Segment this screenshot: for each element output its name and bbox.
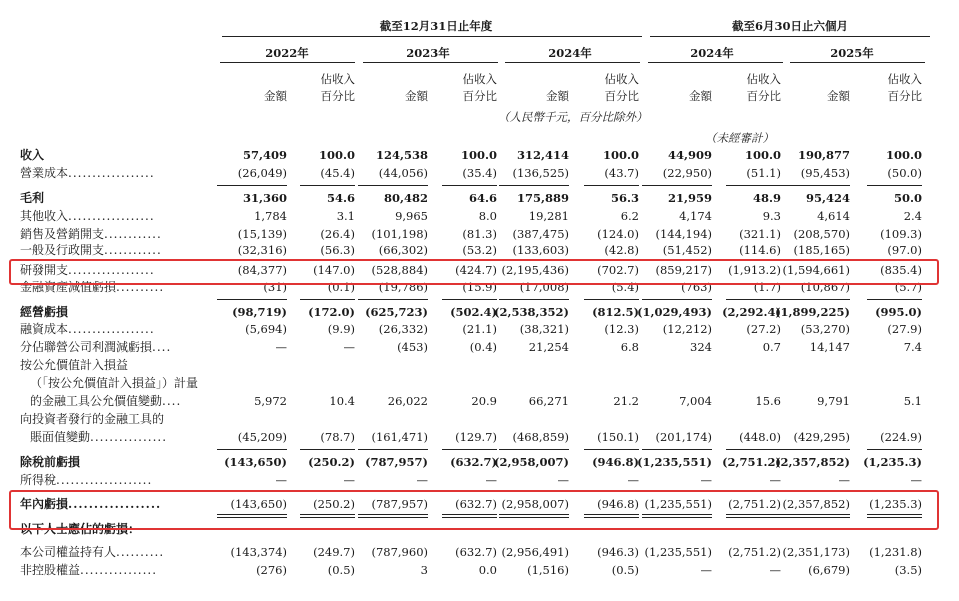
total-rule [780, 449, 850, 450]
year-end-group-header: 截至12月31日止年度 [379, 19, 493, 33]
year-header: 2025年 [830, 46, 874, 60]
total-rule [499, 185, 569, 186]
amount-cell: (161,471) [371, 430, 428, 444]
pct-cell: (45.4) [320, 166, 355, 180]
pct-cell: (5.7) [894, 280, 922, 294]
pct-cell: (250.2) [308, 455, 355, 469]
pct-cell: (2,751.2) [728, 497, 781, 511]
pct-cell: (632.7) [450, 455, 497, 469]
pct-cell: (15.9) [462, 280, 497, 294]
pct-cell: (43.7) [604, 166, 639, 180]
amount-cell: 175,889 [516, 191, 569, 205]
pct-cell: 5.1 [903, 394, 922, 408]
amount-cell: — [838, 473, 850, 487]
amount-cell: (51,452) [662, 243, 712, 257]
pct-cell: 7.4 [903, 340, 922, 354]
amount-cell: (763) [681, 280, 712, 294]
year-header-rule [220, 62, 355, 63]
row-label-text: 的金融工具公允價值變動 [30, 394, 163, 408]
amount-cell: (6,679) [808, 563, 850, 577]
amount-cell: — [275, 340, 287, 354]
pct-cell: (224.9) [880, 430, 922, 444]
amount-cell: 5,972 [254, 394, 287, 408]
total-rule [867, 449, 922, 450]
pct-cell: 48.9 [752, 191, 781, 205]
pct-cell: 100.0 [744, 148, 781, 162]
pct-cell: (129.7) [455, 430, 497, 444]
amount-cell: (201,174) [655, 430, 712, 444]
row-label [20, 340, 171, 354]
amount-cell: (53,270) [800, 322, 850, 336]
amount-cell: (2,351,173) [782, 545, 850, 559]
amount-cell: 57,409 [242, 148, 287, 162]
total-rule [499, 449, 569, 450]
row-label-text: 研發開支 [20, 263, 69, 277]
row-label-text: 金融資產減值虧損 [20, 280, 117, 294]
amount-cell: (2,357,852) [775, 455, 850, 469]
row-label [20, 209, 155, 223]
leader-dots: .................. [68, 209, 155, 223]
amount-cell: 66,271 [528, 394, 569, 408]
total-rule [442, 185, 497, 186]
amount-cell: (95,453) [800, 166, 850, 180]
amount-cell: (38,321) [519, 322, 569, 336]
row-label [20, 412, 164, 426]
amount-cell: (625,723) [365, 305, 428, 319]
amount-cell: (787,957) [371, 497, 428, 511]
amount-cell: (1,235,551) [637, 455, 712, 469]
amount-cell: — [557, 473, 569, 487]
amount-cell: (26,049) [237, 166, 287, 180]
pct-cell: (0.4) [469, 340, 497, 354]
pct-col-header-line1: 佔收入 [887, 72, 922, 86]
row-label [20, 563, 157, 577]
pct-cell: (0.5) [611, 563, 639, 577]
amount-cell: 21,254 [528, 340, 569, 354]
leader-dots: .... [152, 340, 172, 354]
amount-cell: (143,374) [230, 545, 287, 559]
pct-col-header-line2: 百分比 [462, 89, 497, 103]
total-rule [584, 299, 639, 300]
pct-cell: 21.2 [613, 394, 639, 408]
pct-cell: (56.3) [320, 243, 355, 257]
total-rule [217, 185, 287, 186]
leader-dots: .... [162, 394, 182, 408]
row-label-text: 毛利 [20, 191, 45, 205]
pct-cell: — [769, 473, 781, 487]
annual-loss-highlight [9, 490, 939, 530]
leader-dots: .................. [68, 497, 162, 511]
pct-cell: (27.2) [746, 322, 781, 336]
total-rule [300, 185, 355, 186]
pct-cell: (946.8) [592, 455, 639, 469]
pct-cell: 0.0 [478, 563, 497, 577]
total-rule [442, 449, 497, 450]
total-rule [867, 299, 922, 300]
leader-dots: ................ [80, 563, 158, 577]
amount-cell: (787,957) [365, 455, 428, 469]
amount-cell: (133,603) [512, 243, 569, 257]
total-rule [726, 299, 781, 300]
pct-cell: — [343, 473, 355, 487]
pct-cell: — [769, 563, 781, 577]
pct-cell: (114.6) [739, 243, 781, 257]
row-label [20, 305, 68, 319]
pct-cell: (835.4) [880, 263, 922, 277]
pct-cell: 3.1 [336, 209, 355, 223]
row-label [20, 148, 44, 162]
amount-cell: 4,174 [679, 209, 712, 223]
amount-cell: 21,959 [667, 191, 712, 205]
amount-cell: 26,022 [387, 394, 428, 408]
amount-cell: (787,960) [371, 545, 428, 559]
amount-cell: (1,235,551) [644, 497, 712, 511]
amount-cell: (453) [397, 340, 428, 354]
pct-cell: (702.7) [597, 263, 639, 277]
pct-cell: (147.0) [313, 263, 355, 277]
row-label [20, 191, 44, 205]
pct-cell: (3.5) [894, 563, 922, 577]
total-rule [726, 185, 781, 186]
pct-cell: 20.9 [471, 394, 497, 408]
row-label-text: （「按公允價值計入損益」）計量 [30, 376, 199, 390]
row-label-text: 本公司權益持有人 [20, 545, 117, 559]
year-header: 2022年 [265, 46, 309, 60]
amount-cell: (276) [256, 563, 287, 577]
row-label-text: 向投資者發行的金融工具的 [20, 412, 165, 426]
total-rule [217, 299, 287, 300]
pct-cell: (172.0) [308, 305, 355, 319]
year-header: 2024年 [690, 46, 734, 60]
amount-cell: 4,614 [817, 209, 850, 223]
pct-cell: (26.4) [320, 227, 355, 241]
leader-dots: ............ [104, 227, 162, 241]
total-rule [642, 185, 712, 186]
pct-cell: (1,235.3) [863, 455, 922, 469]
amount-cell: (1,899,225) [775, 305, 850, 319]
pct-cell: 56.3 [610, 191, 639, 205]
row-label-text: 一般及行政開支 [20, 243, 105, 257]
pct-col-header-line1: 佔收入 [746, 72, 781, 86]
pct-cell: (42.8) [604, 243, 639, 257]
row-label [20, 473, 152, 487]
amount-col-header: 金額 [827, 89, 850, 103]
row-label-text: 年內虧損 [20, 497, 69, 511]
amount-cell: (98,719) [232, 305, 287, 319]
amount-cell: — [275, 473, 287, 487]
pct-cell: (502.4) [450, 305, 497, 319]
amount-cell: (208,570) [793, 227, 850, 241]
amount-cell: (136,525) [512, 166, 569, 180]
pct-cell: — [343, 340, 355, 354]
amount-cell: 9,791 [817, 394, 850, 408]
pct-cell: (2,292.4) [722, 305, 781, 319]
pct-cell: — [627, 473, 639, 487]
row-label-text: 銷售及營銷開支 [20, 227, 105, 241]
amount-cell: (1,516) [527, 563, 569, 577]
row-label-text: 其他收入 [20, 209, 69, 223]
pct-col-header-line2: 百分比 [746, 89, 781, 103]
year-header-rule [363, 62, 498, 63]
pct-cell: (946.8) [597, 497, 639, 511]
amount-cell: 9,965 [395, 209, 428, 223]
pct-cell: (78.7) [320, 430, 355, 444]
total-rule [300, 299, 355, 300]
row-label-text: 所得稅 [20, 473, 57, 487]
pct-cell: 2.4 [903, 209, 922, 223]
pct-cell: (9.9) [327, 322, 355, 336]
pct-cell: 100.0 [602, 148, 639, 162]
amount-cell: 7,004 [679, 394, 712, 408]
pct-cell: (2,751.2) [728, 545, 781, 559]
leader-dots: .................. [68, 263, 155, 277]
amount-cell: (10,867) [800, 280, 850, 294]
year-header-rule [505, 62, 640, 63]
pct-cell: (35.4) [462, 166, 497, 180]
pct-cell: (1,231.8) [869, 545, 922, 559]
pct-cell: (1,235.3) [869, 497, 922, 511]
total-rule [358, 299, 428, 300]
amount-cell: (2,538,352) [494, 305, 569, 319]
row-label [20, 166, 155, 180]
row-label-text: 收入 [20, 148, 45, 162]
leader-dots: .................. [68, 322, 155, 336]
total-rule [217, 449, 287, 450]
pct-col-header-line2: 百分比 [887, 89, 922, 103]
pct-col-header-line1: 佔收入 [604, 72, 639, 86]
pct-cell: 10.4 [329, 394, 355, 408]
amount-cell: (859,217) [655, 263, 712, 277]
pct-cell: (12.3) [604, 322, 639, 336]
row-label [30, 430, 167, 444]
amount-cell: 31,360 [242, 191, 287, 205]
amount-cell: (429,295) [793, 430, 850, 444]
row-label-text: 按公允價值計入損益 [20, 358, 129, 372]
pct-cell: (249.7) [313, 545, 355, 559]
amount-col-header: 金額 [546, 89, 569, 103]
pct-cell: (1.7) [753, 280, 781, 294]
total-rule [300, 449, 355, 450]
pct-cell: 0.7 [762, 340, 781, 354]
pct-cell: (321.1) [739, 227, 781, 241]
total-rule [442, 299, 497, 300]
pct-cell: (946.3) [597, 545, 639, 559]
pct-cell: (812.5) [592, 305, 639, 319]
amount-cell: (26,332) [378, 322, 428, 336]
amount-cell: (22,950) [662, 166, 712, 180]
amount-cell: 95,424 [805, 191, 850, 205]
amount-cell: (2,956,491) [501, 545, 569, 559]
row-label-text: 經營虧損 [20, 305, 69, 319]
pct-cell: 8.0 [478, 209, 497, 223]
row-label [20, 243, 162, 257]
pct-cell: (632.7) [455, 545, 497, 559]
leader-dots: .......... [116, 545, 165, 559]
amount-cell: (44,056) [378, 166, 428, 180]
row-label-text: 分佔聯營公司利潤減虧損 [20, 340, 153, 354]
amount-cell: (1,594,661) [782, 263, 850, 277]
pct-cell: (632.7) [455, 497, 497, 511]
year-header-rule [648, 62, 783, 63]
pct-cell: 100.0 [318, 148, 355, 162]
row-label [30, 394, 181, 408]
total-rule [642, 299, 712, 300]
amount-col-header: 金額 [264, 89, 287, 103]
amount-cell: — [700, 563, 712, 577]
leader-dots: ............ [104, 243, 162, 257]
amount-cell: — [416, 473, 428, 487]
amount-cell: 14,147 [809, 340, 850, 354]
pct-cell: — [485, 473, 497, 487]
row-label [20, 322, 155, 336]
amount-cell: (2,958,007) [494, 455, 569, 469]
amount-cell: (17,008) [519, 280, 569, 294]
pct-cell: 100.0 [460, 148, 497, 162]
amount-cell: 80,482 [383, 191, 428, 205]
amount-cell: (528,884) [371, 263, 428, 277]
pct-col-header-line1: 佔收入 [320, 72, 355, 86]
row-label-text: 除稅前虧損 [20, 455, 81, 469]
pct-cell: 100.0 [885, 148, 922, 162]
leader-dots: .......... [116, 280, 165, 294]
pct-cell: (424.7) [455, 263, 497, 277]
six-month-group-header: 截至6月30日止六個月 [731, 19, 848, 33]
pct-cell: (5.4) [611, 280, 639, 294]
total-rule [499, 299, 569, 300]
pct-cell: (250.2) [313, 497, 355, 511]
amount-cell: (2,357,852) [782, 497, 850, 511]
amount-cell: (387,475) [512, 227, 569, 241]
pct-cell: 6.8 [620, 340, 639, 354]
year-header-rule [790, 62, 925, 63]
total-rule [358, 185, 428, 186]
pct-cell: (124.0) [597, 227, 639, 241]
row-label-text: 非控股權益 [20, 563, 81, 577]
pct-cell: (0.5) [327, 563, 355, 577]
amount-col-header: 金額 [405, 89, 428, 103]
pct-cell: (109.3) [880, 227, 922, 241]
amount-cell: 19,281 [528, 209, 569, 223]
pct-cell: (448.0) [739, 430, 781, 444]
row-label [20, 455, 80, 469]
amount-cell: (143,650) [224, 455, 287, 469]
amount-cell: (45,209) [237, 430, 287, 444]
year-header: 2024年 [548, 46, 592, 60]
amount-cell: (15,139) [237, 227, 287, 241]
amount-cell: (2,958,007) [501, 497, 569, 511]
row-label-text: 賬面值變動 [30, 430, 91, 444]
amount-cell: (1,235,551) [644, 545, 712, 559]
total-rule [726, 449, 781, 450]
amount-cell: (19,786) [378, 280, 428, 294]
pct-cell: (1,913.2) [728, 263, 781, 277]
pct-cell: (97.0) [887, 243, 922, 257]
row-label-text: 以下人士應佔的虧損： [20, 522, 141, 536]
pct-cell: (2,751.2) [722, 455, 781, 469]
pct-cell: 54.6 [326, 191, 355, 205]
pct-cell: 64.6 [468, 191, 497, 205]
amount-cell: (12,212) [662, 322, 712, 336]
total-rule [780, 185, 850, 186]
row-label [20, 545, 164, 559]
amount-cell: (5,694) [245, 322, 287, 336]
amount-cell: 3 [420, 563, 428, 577]
amount-cell: (32,316) [237, 243, 287, 257]
amount-cell: 312,414 [516, 148, 569, 162]
pct-cell: (27.9) [887, 322, 922, 336]
pct-cell: (21.1) [462, 322, 497, 336]
row-label [30, 376, 198, 390]
leader-dots: .................... [56, 473, 153, 487]
amount-cell: 324 [690, 340, 712, 354]
pct-cell: (0.1) [327, 280, 355, 294]
unaudited-note: （未經審計） [705, 131, 774, 145]
amount-col-header: 金額 [689, 89, 712, 103]
pct-cell: 9.3 [762, 209, 781, 223]
amount-cell: (143,650) [230, 497, 287, 511]
total-rule [584, 185, 639, 186]
row-label-text: 營業成本 [20, 166, 69, 180]
row-label [20, 227, 162, 241]
amount-cell: (31) [263, 280, 287, 294]
rd-expense-highlight [9, 259, 939, 285]
amount-cell: 1,784 [254, 209, 287, 223]
amount-cell: (84,377) [237, 263, 287, 277]
amount-cell: — [700, 473, 712, 487]
pct-cell: (50.0) [887, 166, 922, 180]
total-rule [867, 185, 922, 186]
amount-cell: (66,302) [378, 243, 428, 257]
pct-cell: (53.2) [462, 243, 497, 257]
year-header: 2023年 [406, 46, 450, 60]
total-rule [584, 449, 639, 450]
row-label-text: 融資成本 [20, 322, 69, 336]
pct-cell: 15.6 [755, 394, 781, 408]
leader-dots: ................ [90, 430, 168, 444]
year-end-group-rule [222, 36, 642, 37]
leader-dots: .................. [68, 166, 155, 180]
pct-col-header-line1: 佔收入 [462, 72, 497, 86]
pct-cell: (51.1) [746, 166, 781, 180]
pct-cell: 50.0 [893, 191, 922, 205]
amount-cell: (185,165) [793, 243, 850, 257]
total-rule [780, 299, 850, 300]
six-month-group-rule [650, 36, 930, 37]
pct-cell: (81.3) [462, 227, 497, 241]
amount-cell: (468,859) [512, 430, 569, 444]
pct-cell: — [910, 473, 922, 487]
pct-cell: (995.0) [875, 305, 922, 319]
pct-cell: 6.2 [620, 209, 639, 223]
amount-cell: (144,194) [655, 227, 712, 241]
amount-cell: 190,877 [797, 148, 850, 162]
amount-cell: 124,538 [375, 148, 428, 162]
total-rule [358, 449, 428, 450]
row-label [20, 358, 128, 372]
amount-cell: (1,029,493) [637, 305, 712, 319]
amount-cell: 44,909 [667, 148, 712, 162]
total-rule [642, 449, 712, 450]
amount-cell: (101,198) [371, 227, 428, 241]
pct-cell: (150.1) [597, 430, 639, 444]
pct-col-header-line2: 百分比 [320, 89, 355, 103]
amount-cell: (2,195,436) [501, 263, 569, 277]
pct-col-header-line2: 百分比 [604, 89, 639, 103]
unit-note: （人民幣千元，百分比除外） [498, 110, 648, 124]
